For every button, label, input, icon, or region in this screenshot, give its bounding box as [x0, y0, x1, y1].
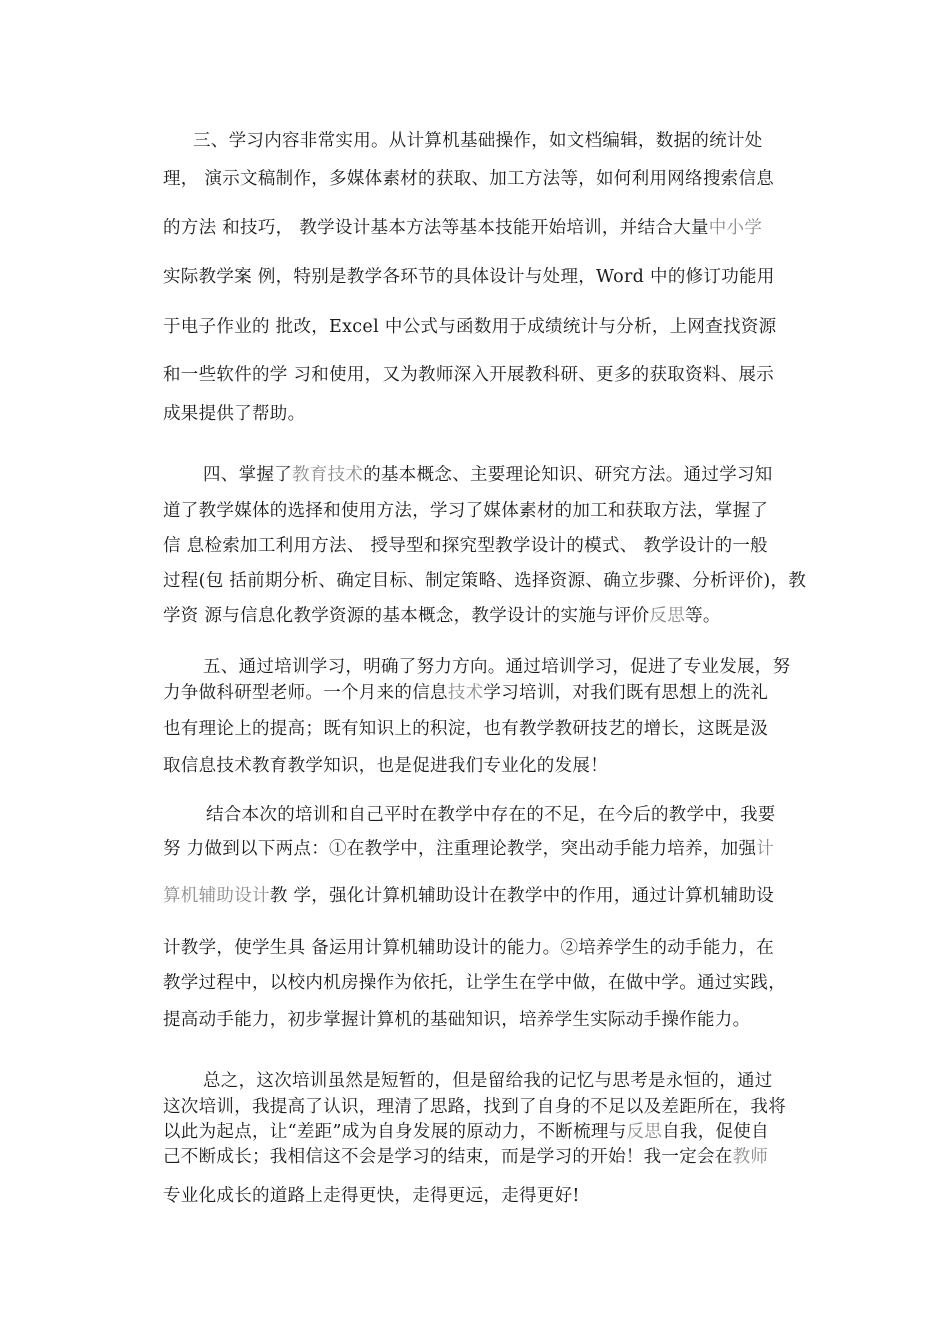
p3-line-1: 三、学习内容非常实用。从计算机基础操作，如文档编辑，数据的统计处 [193, 131, 763, 151]
link-zhongxiaoxue[interactable]: 中小学 [708, 218, 763, 238]
p3-line-6: 和一些软件的学 习和使用，又为教师深入开展教科研、更多的获取资料、展示 [163, 365, 775, 385]
link-jiaoshi[interactable]: 教师 [732, 1147, 769, 1167]
p4-line-5: 学资 源与信息化教学资源的基本概念，教学设计的实施与评价反思等。 [163, 606, 721, 626]
link-fansi-1[interactable]: 反思 [649, 606, 686, 626]
p6-line-6: 提高动手能力，初步掌握计算机的基础知识，培养学生实际动手操作能力。 [163, 1010, 751, 1030]
p4-line-4: 过程(包 括前期分析、确定目标、制定策略、选择资源、确立步骤、分析评价)，教 [163, 571, 807, 591]
p7-line-2: 这次培训，我提高了认识，理清了思路，找到了自身的不足以及差距所在，我将 [163, 1097, 786, 1117]
p7-line-1: 总之，这次培训虽然是短暂的，但是留给我的记忆与思考是永恒的，通过 [203, 1071, 773, 1091]
p6-line-2: 努 力做到以下两点：①在教学中，注重理论教学，突出动手能力培养，加强计 [163, 839, 775, 859]
p7-line-4: 己不断成长；我相信这不会是学习的结束，而是学习的开始！我一定会在教师 [163, 1147, 769, 1167]
link-fansi-2[interactable]: 反思 [626, 1122, 663, 1142]
p5-line-1: 五、通过培训学习，明确了努力方向。通过培训学习，促进了专业发展，努 [203, 657, 791, 677]
p5-line-2: 力争做科研型老师。一个月来的信息技术学习培训，对我们既有思想上的洗礼 [163, 683, 769, 703]
p3-line-7: 成果提供了帮助。 [163, 404, 306, 424]
p3-line-3: 的方法 和技巧， 教学设计基本方法等基本技能开始培训，并结合大量中小学 [163, 218, 763, 238]
p3-line-5: 于电子作业的 批改，Excel 中公式与函数用于成绩统计与分析，上网查找资源 [163, 317, 777, 337]
link-ji[interactable]: 计 [756, 839, 775, 859]
p6-line-4: 计教学，使学生具 备运用计算机辅助设计的能力。②培养学生的动手能力，在 [163, 938, 775, 958]
p6-line-3: 算机辅助设计教 学，强化计算机辅助设计在教学中的作用，通过计算机辅助设 [163, 886, 775, 906]
link-jiaoyujishu[interactable]: 教育技术 [292, 465, 364, 485]
link-jishu[interactable]: 技术 [447, 683, 484, 703]
p3-line-4: 实际教学案 例，特别是教学各环节的具体设计与处理，Word 中的修订功能用 [163, 267, 775, 287]
p4-line-2: 道了教学媒体的选择和使用方法，学习了媒体素材的加工和获取方法，掌握了 [163, 501, 769, 521]
p6-line-5: 教学过程中，以校内机房操作为依托，让学生在学中做，在做中学。通过实践， [163, 973, 786, 993]
link-jisuanjifuzhusheji[interactable]: 算机辅助设计 [163, 886, 270, 906]
p4-line-1: 四、掌握了教育技术的基本概念、主要理论知识、研究方法。通过学习知 [203, 465, 773, 485]
p5-line-4: 取信息技术教育教学知识，也是促进我们专业化的发展！ [163, 756, 608, 776]
p5-line-3: 也有理论上的提高；既有知识上的积淀，也有教学教研技艺的增长，这既是汲 [163, 719, 769, 739]
p6-line-1: 结合本次的培训和自己平时在教学中存在的不足，在今后的教学中，我要 [206, 805, 776, 825]
p7-line-3: 以此为起点，让“差距”成为自身发展的原动力，不断梳理与反思自我，促使自 [163, 1122, 769, 1142]
p7-line-5: 专业化成长的道路上走得更快，走得更远，走得更好! [163, 1186, 580, 1206]
p4-line-3: 信 息检索加工利用方法、 授导型和探究型教学设计的模式、 教学设计的一般 [163, 536, 768, 556]
p3-line-2: 理， 演示文稿制作，多媒体素材的获取、加工方法等，如何利用网络搜索信息 [163, 169, 775, 189]
